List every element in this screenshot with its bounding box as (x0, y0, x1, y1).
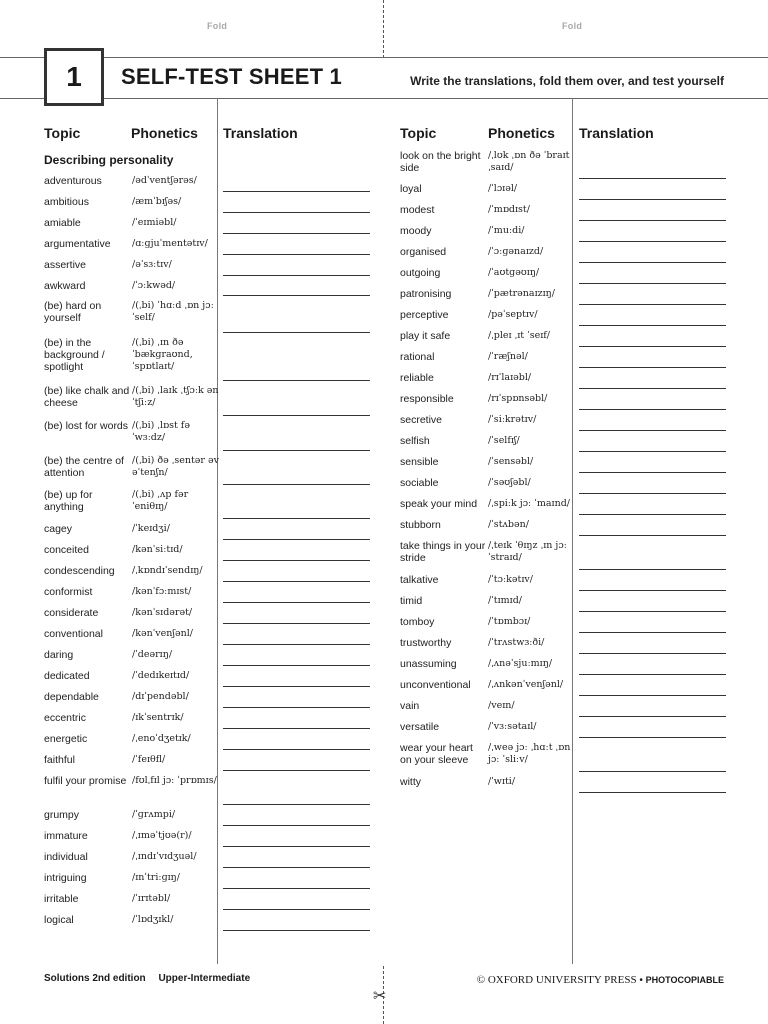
header-bottom-rule (0, 98, 768, 99)
vocab-phonetics: /ˌenoˈdʒetɪk/ (132, 733, 191, 744)
vocab-phonetics: /ˈtɔːkətɪv/ (488, 574, 533, 585)
translation-answer-line[interactable] (223, 749, 370, 750)
vocab-phonetics: /ɪkˈsentrɪk/ (132, 712, 184, 723)
translation-answer-line[interactable] (223, 332, 370, 333)
vocab-topic: talkative (400, 574, 439, 586)
footer-book-info (44, 973, 260, 984)
translation-answer-line[interactable] (223, 275, 370, 276)
translation-answer-line[interactable] (223, 191, 370, 192)
vocab-topic: awkward (44, 280, 86, 292)
vocab-topic: amiable (44, 217, 81, 229)
footer-copyright (477, 974, 724, 986)
translation-answer-line[interactable] (223, 233, 370, 234)
vocab-topic: adventurous (44, 175, 102, 187)
vocab-phonetics: /(ˌbi) ðə ˌsentər əv əˈtenʃn/ (132, 455, 219, 478)
translation-answer-line[interactable] (579, 535, 726, 536)
vocab-topic: unassuming (400, 658, 457, 670)
vocab-topic: ambitious (44, 196, 89, 208)
vocab-topic: faithful (44, 754, 75, 766)
vocab-phonetics: /ˈsəʊʃəbl/ (488, 477, 531, 488)
vocab-topic: versatile (400, 721, 440, 733)
vocab-topic: (be) lost for words (44, 420, 129, 432)
translation-answer-line[interactable] (579, 304, 726, 305)
vocab-topic: loyal (400, 183, 422, 195)
translation-answer-line[interactable] (579, 569, 726, 570)
translation-answer-line[interactable] (223, 804, 370, 805)
vocab-phonetics: /ɪnˈtriːɡɪŋ/ (132, 872, 181, 883)
vocab-phonetics: /ˈɔːkwəd/ (132, 280, 176, 291)
sheet-title: SELF-TEST SHEET 1 (121, 64, 342, 89)
vocab-topic: daring (44, 649, 74, 661)
vocab-phonetics: /(ˌbi) ˌlɒst fə ˈwɜːdz/ (132, 420, 190, 443)
translation-answer-line[interactable] (579, 792, 726, 793)
translation-answer-line[interactable] (223, 644, 370, 645)
translation-answer-line[interactable] (223, 581, 370, 582)
vocab-phonetics: /ˈsensəbl/ (488, 456, 534, 467)
vocab-topic: logical (44, 914, 74, 926)
translation-answer-line[interactable] (579, 409, 726, 410)
vocab-topic: (be) up for anything (44, 489, 93, 513)
vocab-topic: timid (400, 595, 423, 607)
fold-label-right: Fold (562, 21, 583, 31)
vocab-phonetics: /ˌspiːk jɔː ˈmaɪnd/ (488, 498, 570, 509)
vocab-topic: fulfil your promise (44, 775, 127, 787)
translation-answer-line[interactable] (579, 590, 726, 591)
vocab-phonetics: /ˈɪrɪtəbl/ (132, 893, 171, 904)
translation-answer-line[interactable] (579, 262, 726, 263)
translation-answer-line[interactable] (223, 825, 370, 826)
vocab-topic: reliable (400, 372, 434, 384)
vocab-phonetics: /ɑːɡjuˈmentətɪv/ (132, 238, 208, 249)
translation-answer-line[interactable] (223, 770, 370, 771)
vocab-topic: stubborn (400, 519, 441, 531)
translation-answer-line[interactable] (579, 325, 726, 326)
translation-answer-line[interactable] (579, 241, 726, 242)
translation-answer-line[interactable] (223, 867, 370, 868)
translation-answer-line[interactable] (579, 771, 726, 772)
vocab-topic: intriguing (44, 872, 87, 884)
vocab-phonetics: /kənˈsiːtɪd/ (132, 544, 183, 555)
vocab-phonetics: /ˈkeɪdʒi/ (132, 523, 170, 534)
vocab-topic: dedicated (44, 670, 90, 682)
vocab-topic: moody (400, 225, 432, 237)
vocab-phonetics: /ˌpleɪ ˌɪt ˈseɪf/ (488, 330, 550, 341)
translation-answer-line[interactable] (579, 695, 726, 696)
vocab-topic: vain (400, 700, 420, 712)
fold-label-left: Fold (207, 21, 228, 31)
vocab-phonetics: /ˈstʌbən/ (488, 519, 529, 530)
vocab-phonetics: /ˌteɪk ˈθɪŋz ˌɪn jɔː ˈstraɪd/ (488, 540, 567, 563)
translation-answer-line[interactable] (223, 254, 370, 255)
vocab-phonetics: /ˌlʊk ˌɒn ðə ˈbraɪt ˌsaɪd/ (488, 150, 570, 173)
vocab-topic: conventional (44, 628, 103, 640)
translation-answer-line[interactable] (579, 653, 726, 654)
translation-answer-line[interactable] (223, 602, 370, 603)
translation-answer-line[interactable] (579, 220, 726, 221)
vocab-topic: (be) the centre of attention (44, 455, 124, 479)
vocab-phonetics: /ˈlɒdʒɪkl/ (132, 914, 174, 925)
vocab-phonetics: /ˈselfɪʃ/ (488, 435, 520, 446)
vocab-phonetics: /ˈdedɪkeɪtɪd/ (132, 670, 190, 681)
vocab-phonetics: /ˌʌnkənˈvenʃənl/ (488, 679, 564, 690)
translation-answer-line[interactable] (223, 846, 370, 847)
vocab-topic: irritable (44, 893, 79, 905)
vocab-phonetics: /ˈaʊtɡəʊɪŋ/ (488, 267, 540, 278)
vocab-phonetics: /ˌɪndɪˈvɪdʒuəl/ (132, 851, 197, 862)
footer-publisher: © OXFORD UNIVERSITY PRESS (476, 974, 637, 986)
vocab-topic: (be) hard on yourself (44, 300, 102, 324)
header-top-rule (0, 57, 768, 58)
section-label: Describing personality (44, 153, 174, 167)
vocab-topic: conformist (44, 586, 93, 598)
translation-answer-line[interactable] (579, 674, 726, 675)
translation-answer-line[interactable] (223, 728, 370, 729)
vocab-phonetics: /əˈsɜːtɪv/ (132, 259, 172, 270)
vocab-phonetics: /ˈsiːkrətɪv/ (488, 414, 537, 425)
vocab-topic: grumpy (44, 809, 80, 821)
translation-answer-line[interactable] (579, 283, 726, 284)
vocab-topic: energetic (44, 733, 88, 745)
vocab-topic: immature (44, 830, 88, 842)
left-topic-header: Topic (44, 125, 81, 141)
vocab-phonetics: /kənˈsɪdərət/ (132, 607, 193, 618)
translation-answer-line[interactable] (579, 178, 726, 179)
translation-answer-line[interactable] (579, 514, 726, 515)
vocab-topic: witty (400, 776, 421, 788)
translation-answer-line[interactable] (579, 199, 726, 200)
translation-answer-line[interactable] (579, 367, 726, 368)
vocab-topic: assertive (44, 259, 87, 271)
vocab-topic: cagey (44, 523, 73, 535)
vocab-topic: condescending (44, 565, 115, 577)
vocab-topic: selfish (400, 435, 430, 447)
vocab-phonetics: /pəˈseptɪv/ (488, 309, 538, 320)
vocab-phonetics: /ˈvɜːsətaɪl/ (488, 721, 537, 732)
translation-answer-line[interactable] (223, 623, 370, 624)
footer-book-title: Solutions 2nd edition (44, 973, 146, 984)
vocab-topic: speak your mind (400, 498, 478, 510)
vocab-topic: conceited (44, 544, 89, 556)
vocab-topic: secretive (400, 414, 443, 426)
vocab-phonetics: /(ˌbi) ˈhɑːd ˌɒn jɔːˈself/ (132, 300, 214, 323)
translation-answer-line[interactable] (579, 388, 726, 389)
vocab-phonetics: /ˈlɔɪəl/ (488, 183, 518, 194)
translation-answer-line[interactable] (223, 295, 370, 296)
translation-answer-line[interactable] (579, 716, 726, 717)
translation-answer-line[interactable] (579, 632, 726, 633)
scissors-icon: ✂ (373, 988, 387, 1005)
vocab-phonetics: /ˈɡrʌmpi/ (132, 809, 176, 820)
vocab-topic: considerate (44, 607, 99, 619)
vocab-phonetics: /kənˈfɔːmɪst/ (132, 586, 192, 597)
vocab-topic: responsible (400, 393, 454, 405)
vocab-phonetics: /ədˈventʃərəs/ (132, 175, 197, 186)
right-phonetics-header: Phonetics (488, 125, 555, 141)
vocab-phonetics: /dɪˈpendəbl/ (132, 691, 189, 702)
vocab-phonetics: /rɪˈlaɪəbl/ (488, 372, 532, 383)
fold-line-top (383, 0, 384, 58)
sheet-number-box: 1 (44, 48, 104, 106)
translation-answer-line[interactable] (223, 539, 370, 540)
translation-answer-line[interactable] (579, 430, 726, 431)
vocab-phonetics: /rɪˈspɒnsəbl/ (488, 393, 548, 404)
vocab-topic: eccentric (44, 712, 87, 724)
instruction-text: Write the translations, fold them over, and test yourself (410, 74, 724, 88)
vocab-phonetics: /fʊlˌfɪl jɔː ˈprɒmɪs/ (132, 775, 217, 786)
translation-answer-line[interactable] (223, 380, 370, 381)
translation-answer-line[interactable] (223, 707, 370, 708)
vocab-phonetics: /ˈdeərɪŋ/ (132, 649, 173, 660)
vocab-topic: unconventional (400, 679, 471, 691)
vocab-phonetics: /ˈwɪti/ (488, 776, 516, 787)
vocab-topic: individual (44, 851, 88, 863)
vocab-topic: perceptive (400, 309, 449, 321)
vocab-phonetics: /ˈeɪmiəbl/ (132, 217, 177, 228)
translation-answer-line[interactable] (223, 415, 370, 416)
translation-answer-line[interactable] (579, 611, 726, 612)
translation-answer-line[interactable] (223, 930, 370, 931)
vocab-topic: patronising (400, 288, 452, 300)
translation-answer-line[interactable] (579, 472, 726, 473)
footer-photocopiable: PHOTOCOPIABLE (645, 975, 724, 985)
vocab-phonetics: /kənˈvenʃənl/ (132, 628, 193, 639)
vocab-phonetics: /ˌkɒndɪˈsendɪŋ/ (132, 565, 203, 576)
vocab-topic: tomboy (400, 616, 435, 628)
translation-answer-line[interactable] (223, 560, 370, 561)
vocab-topic: look on the bright side (400, 150, 481, 174)
translation-answer-line[interactable] (223, 888, 370, 889)
vocab-phonetics: /(ˌbi) ˌʌp fər ˈeniθɪŋ/ (132, 489, 189, 512)
translation-answer-line[interactable] (223, 484, 370, 485)
vocab-topic: rational (400, 351, 435, 363)
translation-answer-line[interactable] (223, 665, 370, 666)
translation-answer-line[interactable] (579, 737, 726, 738)
translation-answer-line[interactable] (223, 909, 370, 910)
translation-answer-line[interactable] (579, 493, 726, 494)
vocab-phonetics: /veɪn/ (488, 700, 515, 711)
footer-bullet: • (639, 975, 643, 986)
vocab-phonetics: /ˈfeɪθfl/ (132, 754, 166, 765)
vocab-topic: take things in your stride (400, 540, 486, 564)
vocab-topic: play it safe (400, 330, 451, 342)
vocab-topic: trustworthy (400, 637, 452, 649)
vocab-phonetics: /ˈtɒmbɔɪ/ (488, 616, 531, 627)
vocab-topic: dependable (44, 691, 99, 703)
vocab-topic: (be) in the background / spotlight (44, 337, 105, 373)
vocab-topic: (be) like chalk and cheese (44, 385, 130, 409)
translation-answer-line[interactable] (223, 450, 370, 451)
vocab-phonetics: /ˈtrʌstwɜːði/ (488, 637, 545, 648)
right-translation-header: Translation (579, 125, 654, 141)
vocab-phonetics: /(ˌbi) ˌɪn ðə ˈbækɡraʊnd, ˈspɒtlaɪt/ (132, 337, 193, 372)
translation-answer-line[interactable] (223, 518, 370, 519)
translation-answer-line[interactable] (223, 212, 370, 213)
vocab-topic: outgoing (400, 267, 441, 279)
vocab-phonetics: /ˌweə jɔː ˌhɑːt ˌɒn jɔː ˈsliːv/ (488, 742, 571, 765)
footer-level: Upper-Intermediate (158, 973, 251, 984)
vocab-phonetics: /(ˌbi) ˌlaɪk ˌtʃɔːk ən ˈtʃiːz/ (132, 385, 219, 408)
vocab-phonetics: /ˌɪməˈtjʊə(r)/ (132, 830, 192, 841)
vocab-phonetics: /ˈpætrənaɪzɪŋ/ (488, 288, 555, 299)
left-translation-header: Translation (223, 125, 298, 141)
vocab-phonetics: /ˈɔːɡənaɪzd/ (488, 246, 544, 257)
vocab-phonetics: /æmˈbɪʃəs/ (132, 196, 182, 207)
translation-answer-line[interactable] (579, 346, 726, 347)
vocab-topic: modest (400, 204, 435, 216)
left-phonetics-header: Phonetics (131, 125, 198, 141)
right-topic-header: Topic (400, 125, 437, 141)
translation-answer-line[interactable] (579, 451, 726, 452)
vocab-phonetics: /ˈmɒdɪst/ (488, 204, 530, 215)
vocab-topic: sensible (400, 456, 439, 468)
vocab-phonetics: /ˌʌnəˈsjuːmɪŋ/ (488, 658, 553, 669)
vocab-topic: sociable (400, 477, 439, 489)
vocab-phonetics: /ˈmuːdi/ (488, 225, 525, 236)
vocab-topic: argumentative (44, 238, 111, 250)
vocab-topic: organised (400, 246, 447, 258)
vocab-phonetics: /ˈtɪmɪd/ (488, 595, 522, 606)
vocab-topic: wear your heart on your sleeve (400, 742, 473, 766)
vocab-phonetics: /ˈræʃnəl/ (488, 351, 528, 362)
translation-answer-line[interactable] (223, 686, 370, 687)
